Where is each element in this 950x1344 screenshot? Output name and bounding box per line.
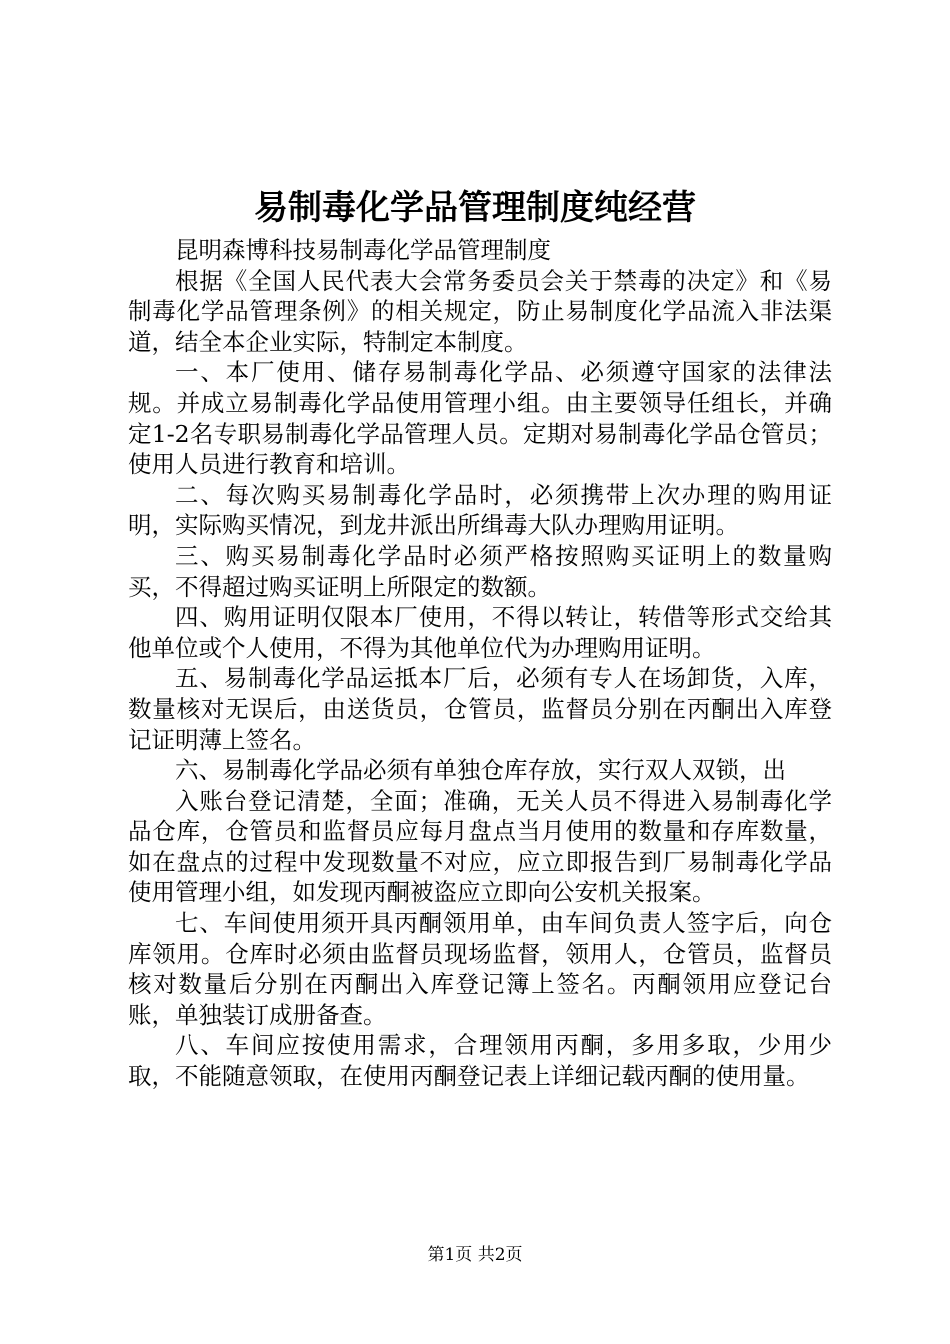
document-body — [128, 235, 832, 1092]
paragraph-item-4: 四、购用证明仅限本厂使用，不得以转让，转借等形式交给其他单位或个人使用，不得为其他单位代为办理购用证明。 — [128, 603, 832, 662]
document-title: 易制毒化学品管理制度纯经营 — [254, 188, 696, 228]
paragraph-item-8: 八、车间应按使用需求，合理领用丙酮，多用多取，少用少取，不能随意领取，在使用丙酮登记表上详细记载丙酮的使用量。 — [128, 1031, 832, 1091]
paragraph-item-5: 五、易制毒化学品运抵本厂后，必须有专人在场卸货，入库，数量核对无误后，由送货员，仓管员，监督员分别在丙酮出入库登记证明薄上签名。 — [128, 664, 832, 754]
paragraph-intro: 根据《全国人民代表大会常务委员会关于禁毒的决定》和《易制毒化学品管理条例》的相关规定，防止易制度化学品流入非法渠道，结全本企业实际，特制定本制度。 — [128, 266, 832, 356]
paragraph-item-6: 六、易制毒化学品必须有单独仓库存放，实行双人双锁，出 — [175, 756, 786, 785]
paragraph-subtitle: 昆明森博科技易制毒化学品管理制度 — [175, 236, 551, 264]
paragraph-item-1: 一、本厂使用、储存易制毒化学品、必须遵守国家的法律法规。并成立易制毒化学品使用管理小组。由主要领导任组长，并确定1-2名专职易制毒化学品管理人员。定期对易制毒化学品仓管员；使用人员进行教育和培训。 — [128, 358, 832, 479]
paragraph-item-6-cont: 入账台登记清楚，全面；准确，无关人员不得进入易制毒化学品仓库，仓管员和监督员应每月盘点当月使用的数量和存库数量，如在盘点的过程中发现数量不对应，应立即报告到厂易制毒化学品使用管理小组，如发现丙酮被盗应立即向公安机关报案。 — [128, 786, 832, 907]
paragraph-item-2: 二、每次购买易制毒化学品时，必须携带上次办理的购用证明，实际购买情况，到龙井派出所缉毒大队办理购用证明。 — [128, 480, 832, 540]
page-footer: 第1页 共2页 — [427, 1245, 523, 1265]
paragraph-item-3: 三、购买易制毒化学品时必须严格按照购买证明上的数量购买，不得超过购买证明上所限定的数额。 — [128, 541, 832, 601]
paragraph-item-7: 七、车间使用须开具丙酮领用单，由车间负责人签字后，向仓库领用。仓库时必须由监督员现场监督，领用人，仓管员，监督员核对数量后分别在丙酮出入库登记簿上签名。丙酮领用应登记台账，单独装订成册备查。 — [128, 909, 832, 1029]
